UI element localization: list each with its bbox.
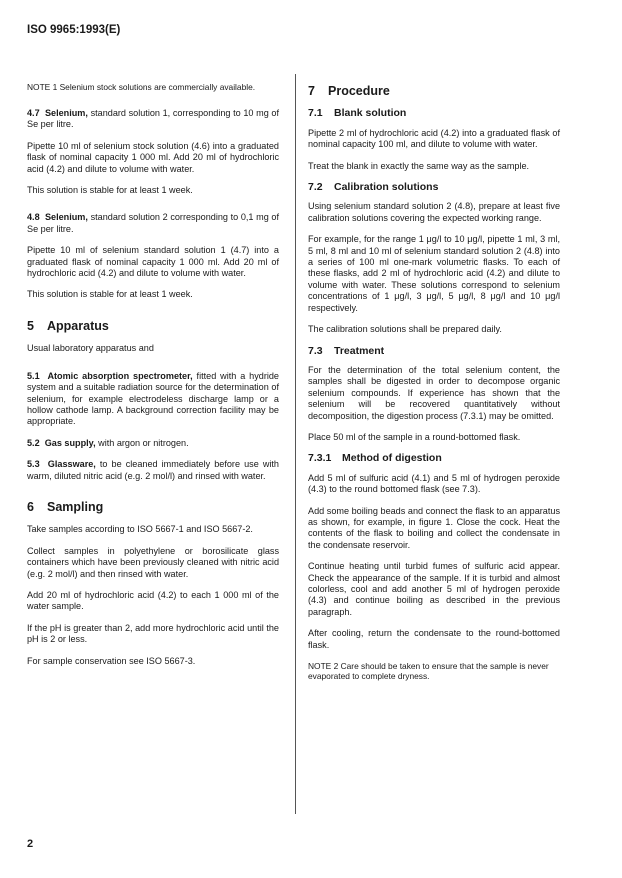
paragraph: Add 5 ml of sulfuric acid (4.1) and 5 ml of hydrogen peroxide (4.3) to the round bottomed flask (see 7.3). <box>308 472 560 495</box>
paragraph: Place 50 ml of the sample in a round-bottomed flask. <box>308 431 521 442</box>
paragraph: For example, for the range 1 μg/l to 10 μg/l, pipette 1 ml, 3 ml, 5 ml, 8 ml and 10 ml of selenium standard solution 2 (4.8) into a series of 100 ml one-mark volumetric flasks. To each of these flasks, add 2 ml of hydrochloric acid (4.2) and dilute to volume with water. These solutions correspond to selenium concentrations of 1 μg/l, 3 μg/l, 5 μg/l, 8 μg/l and 10 μg/l respectively. <box>308 234 560 313</box>
paragraph: After cooling, return the condensate to the round-bottomed flask. <box>308 628 560 650</box>
paragraph: Add some boiling beads and connect the flask to an apparatus as shown, for example, in figure 1. Close the cock. Heat the contents of the flask to boiling and collect the condensate in the condensate reservoir. <box>308 505 560 550</box>
paragraph: For the determination of the total selenium content, the samples shall be digested in order to decompose organic selenium compounds. If experience has shown that the selenium will be recovered quantitatively without decomposition, the digestion process (7.3.1) may be omitted. <box>308 364 560 421</box>
column-divider <box>295 74 296 814</box>
note-1: NOTE 1 Selenium stock solutions are commercially available. <box>27 82 256 92</box>
paragraph: The calibration solutions shall be prepared daily. <box>308 324 502 335</box>
paragraph: Add 20 ml of hydrochloric acid (4.2) to each 1 000 ml of the water sample. <box>27 589 279 612</box>
paragraph: This solution is stable for at least 1 week. <box>27 289 193 300</box>
paragraph: This solution is stable for at least 1 week. <box>27 185 193 196</box>
right-column <box>308 82 560 691</box>
paragraph: For sample conservation see ISO 5667-3. <box>27 655 196 666</box>
paragraph: Continue heating until turbid fumes of sulfuric acid appear. Check the appearance of the sample. If it is turbid and almost colorless, cool and add another 5 ml of hydrogen peroxide (4.3) and continue boiling as described in the previous paragraph. <box>308 561 560 617</box>
heading-7-1: 7.1 Blank solution <box>308 107 407 120</box>
paragraph: If the pH is greater than 2, add more hydrochloric acid until the pH is 2 or less. <box>27 622 279 645</box>
paragraph: Using selenium standard solution 2 (4.8), prepare at least five calibration solutions covering the expected working range. <box>308 201 560 223</box>
heading-7-3-1: 7.3.1 Method of digestion <box>308 452 442 465</box>
paragraph: Usual laboratory apparatus and <box>27 343 154 354</box>
note-2: NOTE 2 Care should be taken to ensure that the sample is never evaporated to complete dryness. <box>308 661 549 682</box>
paragraph: Pipette 10 ml of selenium standard solution 1 (4.7) into a graduated flask of nominal capacity 1 000 ml. Add 20 ml of hydrochloric acid (4.2) and dilute to volume with water. <box>27 245 279 279</box>
section-5-1: 5.1 Atomic absorption spectrometer, fitted with a hydride system and a suitable radiation source for the determination of selenium, for example electrodeless discharge lamp or a hollow cathode lamp. A background correction facility may be appropriate. <box>27 370 279 427</box>
paragraph: Pipette 10 ml of selenium stock solution (4.6) into a graduated flask of nominal capacity 1 000 ml. Add 20 ml of hydrochloric acid (4.2) and dilute to volume with water. <box>27 140 279 174</box>
heading-7-3: 7.3 Treatment <box>308 344 385 357</box>
section-4-8: 4.8 Selenium, standard solution 2 corresponding to 0,1 mg of Se per litre. <box>27 212 280 234</box>
heading-7: 7 Procedure <box>308 84 390 98</box>
left-column <box>27 82 279 677</box>
page-number: 2 <box>27 838 34 850</box>
section-5-2: 5.2 Gas supply, with argon or nitrogen. <box>27 437 189 448</box>
page-header: ISO 9965:1993(E) <box>27 24 121 36</box>
section-4-7: 4.7 Selenium, standard solution 1, corresponding to 10 mg of Se per litre. <box>27 108 280 130</box>
heading-7-2: 7.2 Calibration solutions <box>308 181 439 194</box>
paragraph: Take samples according to ISO 5667-1 and ISO 5667-2. <box>27 524 253 535</box>
section-5-3: 5.3 Glassware, to be cleaned immediately before use with warm, diluted nitric acid (e.g. 2 mol/l) and rinsed with water. <box>27 459 279 481</box>
heading-6: 6 Sampling <box>27 499 104 514</box>
paragraph: Pipette 2 ml of hydrochloric acid (4.2) into a graduated flask of nominal capacity 100 ml, and dilute to volume with water. <box>308 127 560 150</box>
paragraph: Collect samples in polyethylene or borosilicate glass containers which have been previously cleaned with nitric acid (e.g. 2 mol/l) and then rinsed with water. <box>27 545 279 579</box>
heading-5: 5 Apparatus <box>27 318 109 333</box>
paragraph: Treat the blank in exactly the same way as the sample. <box>308 160 530 171</box>
